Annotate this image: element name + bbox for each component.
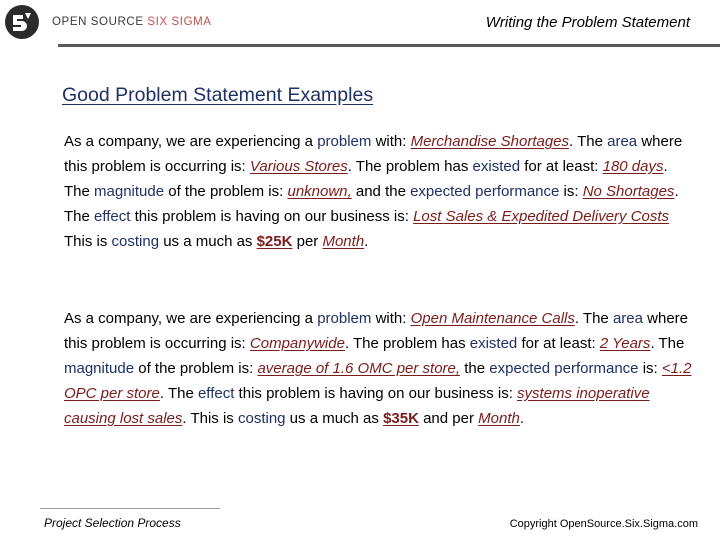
filled-value: Open Maintenance Calls: [410, 310, 575, 327]
template-keyword: area: [607, 133, 638, 150]
statement-text: . The: [650, 335, 685, 352]
brand-logo: [4, 4, 212, 40]
statement-text: . The: [569, 133, 608, 150]
statement-text: . The problem has: [344, 335, 470, 352]
statement-text: with:: [371, 310, 411, 327]
template-keyword: costing: [111, 233, 160, 250]
filled-value: systems inoperative causing lost sales: [64, 385, 650, 427]
statement-text: This is: [64, 233, 112, 250]
statement-text: and per: [418, 410, 479, 427]
statement-text: this problem is having on our business is:: [130, 208, 414, 225]
filled-value-cost: $25K: [256, 233, 293, 250]
filled-value: 180 days: [602, 158, 664, 175]
template-keyword: expected performance: [489, 360, 639, 377]
brand-name-accent: SIX SIGMA: [147, 16, 212, 28]
template-keyword: existed: [472, 158, 521, 175]
template-keyword: problem: [317, 133, 372, 150]
filled-value: Merchandise Shortages: [410, 133, 570, 150]
statement-text: . The: [574, 310, 613, 327]
header-title: Writing the Problem Statement: [485, 14, 690, 31]
template-keyword: effect: [197, 385, 235, 402]
six-sigma-logo-icon: [4, 4, 40, 40]
brand-name-prefix: OPEN SOURCE: [52, 16, 148, 28]
statement-text: . The problem has: [347, 158, 473, 175]
filled-value: Month: [322, 233, 365, 250]
statement-text: and the: [351, 183, 411, 200]
statement-text: . The: [64, 183, 679, 225]
filled-value: Lost Sales & Expedited Delivery Costs: [413, 208, 670, 225]
statement-text: .: [519, 410, 525, 427]
footer-left-text: Project Selection Process: [44, 516, 181, 530]
statement-text: of the problem is:: [134, 360, 258, 377]
filled-value: 2 Years: [599, 335, 651, 352]
filled-value: <1.2 OPC per store: [64, 360, 692, 402]
template-keyword: existed: [469, 335, 518, 352]
template-keyword: problem: [317, 310, 372, 327]
statement-text: this problem is having on our business is:: [234, 385, 518, 402]
footer-copyright: Copyright OpenSource.Six.Sigma.com: [509, 518, 698, 530]
statement-text: per: [292, 233, 323, 250]
statement-text: . The: [64, 158, 668, 200]
filled-value-cost: $35K: [383, 410, 419, 427]
statement-text: is:: [559, 183, 583, 200]
statement-text: us a much as: [159, 233, 257, 250]
statement-text: the: [460, 360, 490, 377]
brand-name: [52, 16, 212, 28]
statement-text: with:: [371, 133, 411, 150]
filled-value: Companywide: [249, 335, 345, 352]
template-keyword: effect: [94, 208, 131, 225]
filled-value: Month: [478, 410, 520, 427]
header-divider: [58, 44, 720, 47]
example-paragraph-2: [64, 306, 692, 431]
statement-text: us a much as: [285, 410, 384, 427]
template-keyword: expected performance: [410, 183, 560, 200]
statement-text: As a company, we are experiencing a: [64, 310, 318, 327]
statement-text: . This is: [182, 410, 238, 427]
statement-text: for at least:: [517, 335, 600, 352]
statement-text: .: [364, 233, 369, 250]
statement-text: where this problem is occurring is:: [64, 310, 689, 352]
template-keyword: costing: [237, 410, 286, 427]
filled-value: unknown,: [287, 183, 352, 200]
filled-value: average of 1.6 OMC per store,: [257, 360, 461, 377]
example-paragraph-1: [64, 129, 692, 254]
footer-divider: [40, 508, 220, 509]
slide-title: Good Problem Statement Examples: [62, 84, 374, 106]
statement-text: . The: [159, 385, 198, 402]
template-keyword: magnitude: [64, 360, 135, 377]
filled-value: No Shortages: [582, 183, 675, 200]
template-keyword: magnitude: [94, 183, 165, 200]
statement-text: where this problem is occurring is:: [64, 133, 683, 175]
filled-value: Various Stores: [249, 158, 348, 175]
statement-text: of the problem is:: [164, 183, 288, 200]
statement-text: is:: [638, 360, 662, 377]
statement-text: As a company, we are experiencing a: [64, 133, 318, 150]
template-keyword: area: [612, 310, 643, 327]
statement-text: for at least:: [520, 158, 603, 175]
